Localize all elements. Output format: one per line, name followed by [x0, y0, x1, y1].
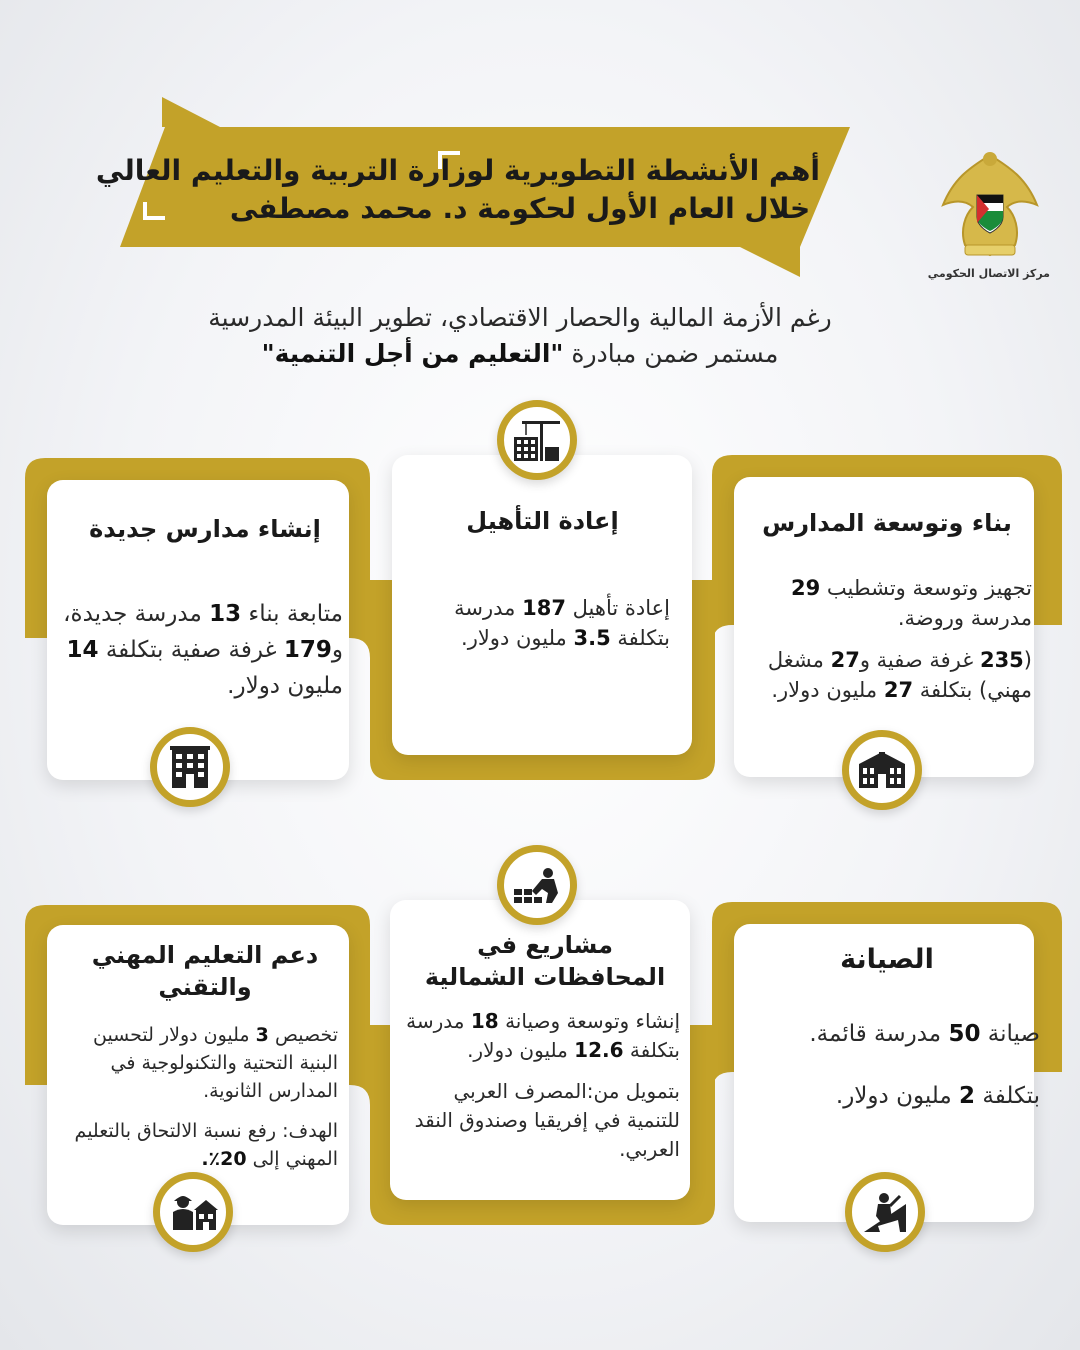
- card-rehab-para1: [400, 593, 670, 653]
- text-segment: مليون دولار لتحسين البنية التحتية والتكنولوجية في المدارس الثانوية.: [92, 1024, 338, 1102]
- subtitle-line2: [140, 336, 900, 372]
- palestine-eagle-emblem-icon: [935, 145, 1045, 263]
- card-new-title: إنشاء مدارس جديدة: [89, 515, 321, 543]
- number-segment: 2: [959, 1083, 976, 1109]
- card-build-body: [742, 573, 1032, 717]
- card-maint-para1: [740, 1017, 1040, 1051]
- card-new-body: [53, 596, 343, 716]
- card-maint-title: الصيانة: [840, 944, 934, 975]
- card-north-title-line2: المحافظات الشمالية: [424, 963, 666, 991]
- card-voc-title-line2: والتقني: [158, 973, 252, 1001]
- text-segment: مدرسة بتكلفة: [454, 596, 670, 650]
- card-voc-body: [53, 1021, 338, 1185]
- number-segment: 27: [883, 678, 914, 702]
- text-segment: إنشاء وتوسعة وصيانة: [505, 1009, 680, 1033]
- number-segment: 3: [255, 1024, 269, 1046]
- card-voc-para2: [53, 1117, 338, 1173]
- number-segment: 12.6: [574, 1038, 624, 1062]
- card-maint-body: [740, 1017, 1040, 1125]
- card-voc-title-line1: دعم التعليم المهني: [91, 941, 319, 969]
- number-segment: 29: [791, 576, 821, 600]
- number-segment: 18: [470, 1009, 499, 1033]
- text-segment: مدرسة جديدة، و: [63, 601, 343, 663]
- card-new-para1: [53, 596, 343, 704]
- card-build-icon-badge: [842, 730, 922, 810]
- card-north-para1: [400, 1007, 680, 1065]
- number-segment: 50: [948, 1021, 981, 1047]
- intro-subtitle: [140, 300, 900, 372]
- card-build-title: بناء وتوسعة المدارس: [762, 509, 1012, 537]
- card-north-body: [400, 1007, 680, 1176]
- card-voc-para1: [53, 1021, 338, 1105]
- header-banner: [95, 97, 860, 297]
- subtitle-initiative-name: "التعليم من أجل التنمية": [261, 339, 564, 368]
- text-segment: صيانة: [987, 1021, 1040, 1047]
- text-segment: إعادة تأهيل: [572, 596, 670, 620]
- text-segment: تخصيص: [274, 1024, 338, 1046]
- number-segment: 13: [209, 601, 242, 627]
- card-rehab-title: إعادة التأهيل: [466, 507, 619, 535]
- text-segment: مليون دولار.: [467, 1038, 568, 1062]
- number-segment: 27: [830, 648, 860, 672]
- card-north-para2: بتمويل من:المصرف العربي للتنمية في إفريقيا وصندوق النقد العربي.: [414, 1079, 680, 1161]
- text-segment: مدرسة بتكلفة: [406, 1009, 680, 1062]
- subtitle-line2-prefix: مستمر ضمن مبادرة: [571, 339, 779, 368]
- text-segment: مليون دولار.: [771, 678, 878, 702]
- school-building-icon: [857, 750, 907, 790]
- banner-title: [95, 152, 820, 228]
- card-rehab: [370, 450, 715, 780]
- number-segment: 20٪.: [201, 1148, 247, 1170]
- text-segment: الهدف: رفع نسبة الالتحاق بالتعليم المهني إلى: [74, 1120, 338, 1170]
- card-voc-title: [60, 939, 350, 1003]
- card-rehab-icon-badge: [497, 400, 577, 480]
- government-logo: [927, 145, 1050, 285]
- text-segment: تجهيز وتوسعة وتشطيب: [826, 576, 1032, 600]
- subtitle-line1: رغم الأزمة المالية والحصار الاقتصادي، تطوير البيئة المدرسية: [208, 303, 832, 332]
- worker-repair-icon: [862, 1190, 908, 1234]
- worker-bricks-icon: [512, 865, 562, 905]
- card-voc-icon-badge: [153, 1172, 233, 1252]
- card-maint-para2: [740, 1079, 1040, 1113]
- text-segment: مشغل مهني) بتكلفة: [767, 648, 1032, 702]
- card-maint-icon-badge: [845, 1172, 925, 1252]
- text-segment: مليون دولار.: [227, 673, 343, 699]
- card-north-icon-badge: [497, 845, 577, 925]
- text-segment: غرفة صفية بتكلفة: [105, 637, 277, 663]
- text-segment: غرفة صفية و: [859, 648, 974, 672]
- number-segment: 235: [979, 648, 1024, 672]
- text-segment: بتكلفة: [982, 1083, 1040, 1109]
- apartment-building-icon: [168, 744, 212, 790]
- text-segment: مليون دولار.: [835, 1083, 952, 1109]
- worker-house-icon: [168, 1192, 218, 1232]
- card-build-para2: [742, 645, 1032, 705]
- card-build-para1: [742, 573, 1032, 633]
- text-segment: مدرسة قائمة.: [809, 1021, 942, 1047]
- card-new-icon-badge: [150, 727, 230, 807]
- card-north-projects: [370, 895, 715, 1225]
- card-north-title: [400, 929, 690, 993]
- number-segment: 14: [66, 637, 99, 663]
- logo-caption: مركز الاتصال الحكومي: [927, 267, 1050, 280]
- text-segment: (: [1023, 648, 1032, 672]
- card-north-title-line1: مشاريع في: [477, 931, 613, 959]
- number-segment: 3.5: [573, 626, 611, 650]
- banner-title-line1: أهم الأنشطة التطويرية لوزارة التربية والتعليم العالي: [95, 154, 820, 187]
- number-segment: 179: [283, 637, 332, 663]
- card-rehab-body: [400, 593, 670, 665]
- banner-title-line2: خلال العام الأول لحكومة د. محمد مصطفى: [229, 192, 811, 225]
- text-segment: مدرسة وروضة.: [897, 606, 1032, 630]
- construction-crane-icon: [512, 417, 562, 463]
- text-segment: متابعة بناء: [248, 601, 343, 627]
- number-segment: 187: [522, 596, 566, 620]
- text-segment: مليون دولار.: [461, 626, 567, 650]
